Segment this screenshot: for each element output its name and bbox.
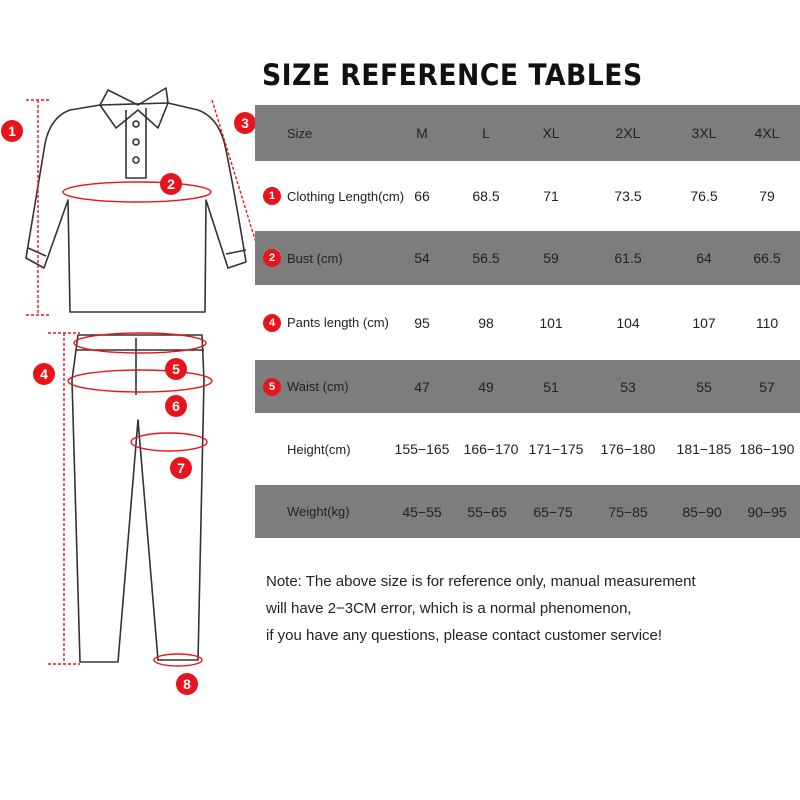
note-text [266,568,696,649]
header-cell: XL [542,125,560,141]
table-cell: 176−180 [600,441,656,457]
table-row [255,161,800,231]
marker-badge: 5 [263,378,281,396]
table-cell: 66 [414,188,430,204]
table-cell: 75−85 [608,503,648,520]
marker-3: 3 [234,112,256,134]
table-cell: 76.5 [690,188,718,204]
table-row [255,360,800,413]
header-cell: 2XL [615,125,641,141]
table-cell: 55 [696,378,712,395]
marker-7: 7 [170,457,192,479]
table-cell: 107 [692,314,716,331]
table-cell: 101 [539,314,563,331]
table-cell: 85−90 [682,503,722,520]
note-line: will have 2−3CM error, which is a normal phenomenon, [266,600,632,617]
header-cell: M [416,125,428,141]
table-cell: 68.5 [472,188,500,204]
marker-2: 2 [160,173,182,195]
note-line: if you have any questions, please contact customer service! [266,627,663,644]
marker-5: 5 [165,358,187,380]
table-cell: 47 [414,378,430,395]
table-cell: 57 [759,378,775,395]
table-cell: 49 [478,378,494,395]
table-cell: 53 [620,378,636,395]
row-label: Clothing Length(cm) [287,188,405,204]
table-cell: 45−55 [402,503,442,520]
table-cell: 104 [616,314,640,331]
row-label: Waist (cm) [287,379,349,394]
size-table [255,105,800,538]
table-cell: 171−175 [528,441,584,457]
table-cell: 155−165 [394,441,450,457]
table-cell: 95 [414,314,430,331]
marker-badge: 1 [263,187,281,205]
shirt-outline [26,103,246,312]
table-row [255,285,800,360]
table-cell: 61.5 [614,250,642,266]
table-cell: 98 [478,314,494,331]
table-cell: 181−185 [676,441,732,457]
table-cell: 55−65 [467,503,507,520]
table-cell: 110 [755,314,779,331]
table-header-row [255,105,800,161]
header-cell: L [482,125,490,141]
marker-1: 1 [1,120,23,142]
table-cell: 71 [543,188,559,204]
marker-6: 6 [165,395,187,417]
table-row [255,231,800,285]
row-label: Height(cm) [287,441,351,457]
row-label: Pants length (cm) [287,315,389,330]
page-title: SIZE REFERENCE TABLES [262,58,643,92]
table-cell: 166−170 [463,441,519,457]
table-cell: 79 [759,188,775,204]
note-line: Note: The above size is for reference only, manual measurement [266,573,696,590]
table-cell: 66.5 [753,250,781,266]
table-row [255,413,800,485]
header-label: Size [287,125,313,141]
table-cell: 65−75 [533,503,573,520]
marker-4: 4 [33,363,55,385]
table-cell: 73.5 [614,188,642,204]
garment-illustration [0,0,255,800]
table-cell: 51 [543,378,559,395]
marker-8: 8 [176,673,198,695]
table-cell: 54 [414,250,430,266]
header-cell: 4XL [754,125,780,141]
table-cell: 186−190 [739,441,795,457]
header-cell: 3XL [691,125,717,141]
table-cell: 59 [543,250,559,266]
marker-badge: 2 [263,249,281,267]
table-cell: 90−95 [747,503,787,520]
row-label: Bust (cm) [287,250,343,266]
table-cell: 64 [696,250,712,266]
table-cell: 56.5 [472,250,500,266]
pants-outline [72,335,204,662]
table-row [255,485,800,538]
row-label: Weight(kg) [287,504,350,519]
marker-badge: 4 [263,314,281,332]
